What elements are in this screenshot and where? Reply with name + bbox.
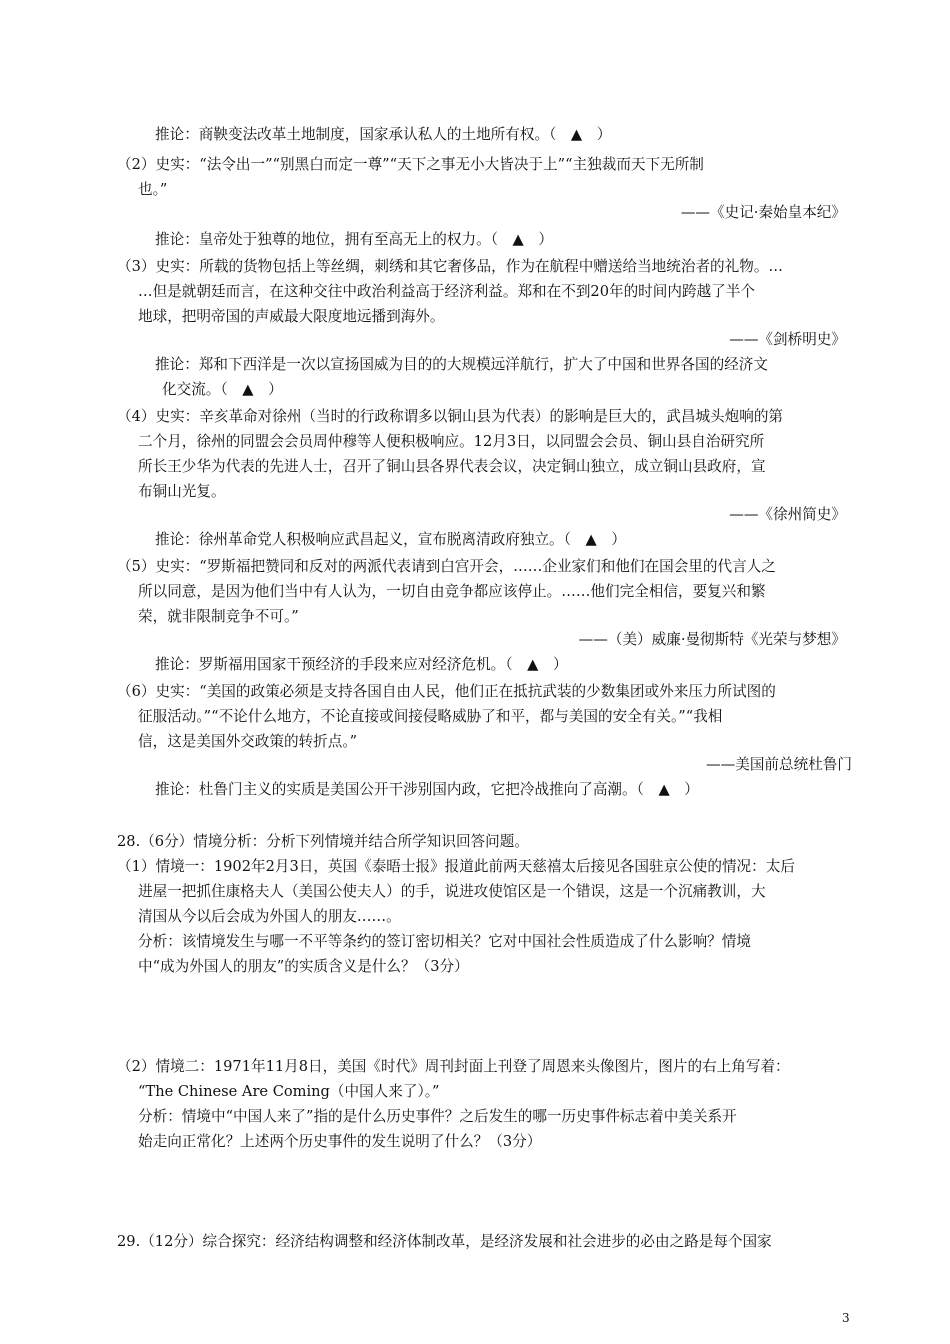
inference-4: 推论：徐州革命党人积极响应武昌起义，宣布脱离清政府独立。（ ▲ ）: [155, 531, 626, 548]
scenario-1-analysis-line1: 分析：该情境发生与哪一不平等条约的签订密切相关？它对中国社会性质造成了什么影响？情境: [138, 933, 751, 950]
item-4-fact-line3: 所长王少华为代表的先进人士，召开了铜山县各界代表会议，决定铜山独立，成立铜山县政府，宣: [138, 458, 766, 475]
inference-5: 推论：罗斯福用国家干预经济的手段来应对经济危机。（ ▲ ）: [155, 656, 568, 673]
item-4-fact-line1: （4）史实：辛亥革命对徐州（当时的行政称谓多以铜山县为代表）的影响是巨大的，武昌城头炮响的第: [117, 408, 784, 425]
item-6-fact-line3: 信，这是美国外交政策的转折点。”: [138, 733, 358, 750]
scenario-2-analysis-line2: 始走向正常化？上述两个历史事件的发生说明了什么？（3分）: [138, 1133, 542, 1150]
inference-3-line1: 推论：郑和下西洋是一次以宣扬国威为目的的大规模远洋航行，扩大了中国和世界各国的经济文: [155, 356, 768, 373]
scenario-2-analysis-line1: 分析：情境中“中国人来了”指的是什么历史事件？之后发生的哪一历史事件标志着中美关系开: [138, 1108, 737, 1125]
item-4-fact-line4: 布铜山光复。: [138, 483, 226, 500]
item-5-fact-line3: 荣，就非限制竞争不可。”: [138, 608, 299, 625]
item-5-fact-line2: 所以同意，是因为他们当中有人认为，一切自由竞争都应该停止。……他们完全相信，要复兴和繁: [138, 583, 766, 600]
item-3-fact-line3: 地球，把明帝国的声威最大限度地远播到海外。: [138, 308, 445, 325]
question-29-heading: 29.（12分）综合探究：经济结构调整和经济体制改革，是经济发展和社会进步的必由之路是每个国家: [117, 1233, 772, 1250]
scenario-2-line1: （2）情境二：1971年11月8日，美国《时代》周刊封面上刊登了周恩来头像图片，图片的右上角写着：: [117, 1058, 790, 1075]
inference-6: 推论：杜鲁门主义的实质是美国公开干涉别国内政，它把冷战推向了高潮。（ ▲ ）: [155, 781, 699, 798]
item-2-fact-line1: （2）史实：“法令出一”“别黑白而定一尊”“天下之事无小大皆决于上”“主独裁而天下无所制: [117, 156, 704, 173]
scenario-1-line3: 清国从今以后会成为外国人的朋友……。: [138, 908, 401, 925]
page-number: 3: [842, 1311, 850, 1325]
question-28-heading: 28.（6分）情境分析：分析下列情境并结合所学知识回答问题。: [117, 833, 529, 850]
item-2-fact-line2: 也。”: [138, 181, 168, 198]
item-4-fact-line2: 二个月，徐州的同盟会会员周仲穆等人便积极响应。12月3日，以同盟会会员、铜山县自治研究所: [138, 433, 765, 450]
scenario-1-line1: （1）情境一：1902年2月3日，英国《泰晤士报》报道此前两天慈禧太后接见各国驻京公使的情况：太后: [117, 858, 795, 875]
item-5-source: ——（美）威廉·曼彻斯特《光荣与梦想》: [578, 631, 846, 648]
item-6-fact-line2: 征服活动。”“不论什么地方，不论直接或间接侵略威胁了和平，都与美国的安全有关。”“我相: [138, 708, 723, 725]
inference-1: 推论：商鞅变法改革土地制度，国家承认私人的土地所有权。（ ▲ ）: [155, 126, 612, 143]
scenario-2-line2: “The Chinese Are Coming（中国人来了）。”: [138, 1083, 440, 1100]
inference-2: 推论：皇帝处于独尊的地位，拥有至高无上的权力。（ ▲ ）: [155, 231, 553, 248]
scenario-1-analysis-line2: 中“成为外国人的朋友”的实质含义是什么？（3分）: [138, 958, 469, 975]
item-6-source: ——美国前总统杜鲁门: [706, 756, 852, 773]
item-3-source: ——《剑桥明史》: [729, 331, 846, 348]
scenario-1-line2: 进屋一把抓住康格夫人（美国公使夫人）的手，说进攻使馆区是一个错误，这是一个沉痛教训，大: [138, 883, 766, 900]
inference-3-line2: 化交流。（ ▲ ）: [162, 381, 283, 398]
item-6-fact-line1: （6）史实：“美国的政策必须是支持各国自由人民，他们正在抵抗武装的少数集团或外来压力所试图的: [117, 683, 776, 700]
item-2-source: ——《史记·秦始皇本纪》: [680, 204, 846, 221]
item-3-fact-line1: （3）史实：所载的货物包括上等丝绸，刺绣和其它奢侈品，作为在航程中赠送给当地统治者的礼物。…: [117, 258, 784, 275]
item-3-fact-line2: …但是就朝廷而言，在这种交往中政治利益高于经济利益。郑和在不到20年的时间内跨越了半个: [138, 283, 755, 300]
item-5-fact-line1: （5）史实：“罗斯福把赞同和反对的两派代表请到白宫开会，……企业家们和他们在国会里的代言人之: [117, 558, 776, 575]
item-4-source: ——《徐州简史》: [729, 506, 846, 523]
